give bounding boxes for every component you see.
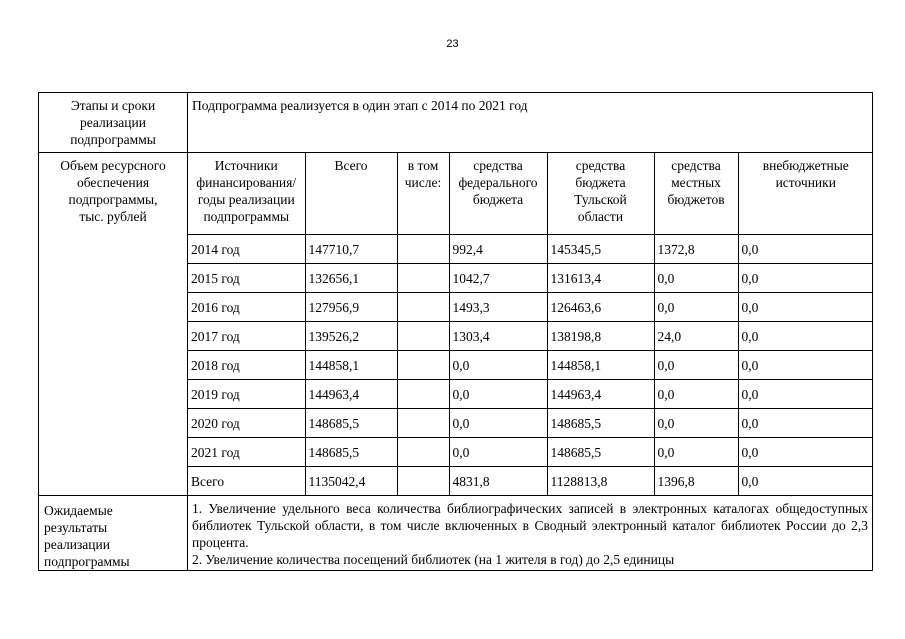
header-federal-budget [449,153,547,235]
cell-extra: 0,0 [738,264,873,293]
cell-total: 132656,1 [305,264,397,293]
cell-regional: 145345,5 [547,235,654,264]
stages-label-line: Этапы и сроки [70,98,156,113]
cell-federal: 1303,4 [449,322,547,351]
cell-including [397,322,449,351]
header-regional-budget [547,153,654,235]
financing-row [188,322,873,351]
expected-label-line: подпрограммы [44,554,130,569]
financing-row [188,293,873,322]
header-line: бюджета [575,175,626,190]
financing-row [188,380,873,409]
cell-year: 2021 год [188,438,305,467]
header-line: Источники [214,158,278,173]
header-line: числе: [404,175,442,190]
header-line: средства [473,158,523,173]
header-line: в том [407,158,439,173]
financing-row [188,438,873,467]
cell-year: 2015 год [188,264,305,293]
cell-extra: 0,0 [738,351,873,380]
expected-label-line: Ожидаемые [44,503,113,518]
header-line: подпрограммы [203,209,290,224]
header-including [397,153,449,235]
financing-row [188,409,873,438]
header-line: внебюджетные [762,158,849,173]
cell-local: 0,0 [654,293,738,322]
expected-results-text [188,496,873,571]
header-local-budgets [654,153,738,235]
header-line: источники [775,175,836,190]
cell-local: 0,0 [654,264,738,293]
cell-extra: 0,0 [738,293,873,322]
cell-regional: 1128813,8 [547,467,654,496]
cell-year: 2019 год [188,380,305,409]
header-line: средства [575,158,626,173]
resources-label-line: Объем ресурсного [60,158,166,173]
resources-label-line: тыс. рублей [79,209,147,224]
stages-row [39,93,873,153]
header-line: Всего [334,158,368,173]
cell-regional: 144963,4 [547,380,654,409]
financing-table-cell [188,153,873,496]
header-total [305,153,397,235]
cell-including [397,380,449,409]
expected-results-row [39,496,873,571]
cell-including [397,438,449,467]
financing-row [188,235,873,264]
cell-extra: 0,0 [738,409,873,438]
header-line: средства [671,158,721,173]
header-line: федерального [458,175,538,190]
financing-row [188,351,873,380]
cell-year: 2017 год [188,322,305,351]
cell-extra: 0,0 [738,467,873,496]
cell-year: Всего [188,467,305,496]
cell-including [397,235,449,264]
expected-label-line: результаты [44,520,108,535]
cell-regional: 148685,5 [547,409,654,438]
stages-label-line: подпрограммы [70,132,156,147]
financing-table [188,153,873,495]
cell-local: 1372,8 [654,235,738,264]
cell-extra: 0,0 [738,235,873,264]
stages-text: Подпрограмма реализуется в один этап с 2014 по 2021 год [188,93,873,153]
header-line: местных [671,175,721,190]
financing-row [188,264,873,293]
cell-year: 2020 год [188,409,305,438]
resources-label-line: подпрограммы, [68,192,158,207]
stages-label [39,93,188,153]
cell-total: 144858,1 [305,351,397,380]
header-extra-budgetary [738,153,873,235]
cell-extra: 0,0 [738,380,873,409]
header-sources [188,153,305,235]
cell-federal: 0,0 [449,438,547,467]
cell-including [397,467,449,496]
cell-federal: 0,0 [449,380,547,409]
cell-local: 24,0 [654,322,738,351]
cell-year: 2018 год [188,351,305,380]
cell-total: 144963,4 [305,380,397,409]
cell-regional: 126463,6 [547,293,654,322]
cell-federal: 0,0 [449,351,547,380]
header-line: финансирования/ [196,175,297,190]
financing-header-row [188,153,873,235]
expected-item: 2. Увеличение количества посещений библиотек (на 1 жителя в год) до 2,5 единицы [192,552,675,567]
resources-row [39,153,873,496]
cell-total: 148685,5 [305,438,397,467]
header-line: бюджета [472,192,524,207]
cell-local: 0,0 [654,438,738,467]
expected-label-line: реализации [44,537,110,552]
cell-regional: 144858,1 [547,351,654,380]
page-number: 23 [446,38,459,50]
cell-local: 0,0 [654,380,738,409]
cell-total: 148685,5 [305,409,397,438]
cell-total: 147710,7 [305,235,397,264]
cell-federal: 1493,3 [449,293,547,322]
header-line: Тульской [574,192,627,207]
cell-federal: 1042,7 [449,264,547,293]
cell-total: 1135042,4 [305,467,397,496]
stages-label-line: реализации [80,115,146,130]
cell-local: 0,0 [654,409,738,438]
cell-including [397,264,449,293]
cell-regional: 131613,4 [547,264,654,293]
expected-results-label [39,496,188,571]
cell-including [397,409,449,438]
resources-label [39,153,188,496]
cell-local: 1396,8 [654,467,738,496]
header-line: годы реализации [197,192,295,207]
header-line: области [577,209,624,224]
financing-row [188,467,873,496]
header-line: бюджетов [667,192,725,207]
expected-item: 1. Увеличение удельного веса количества библиографических записей в электронных каталогах общедоступных библиотек Тульской области, в том числе включенных в Сводный электронный каталог библиотек России до 2,3 процента. [192,501,868,550]
cell-regional: 138198,8 [547,322,654,351]
resources-label-line: обеспечения [76,175,150,190]
cell-year: 2016 год [188,293,305,322]
cell-federal: 0,0 [449,409,547,438]
subprogram-passport-table [38,92,873,571]
cell-year: 2014 год [188,235,305,264]
cell-federal: 4831,8 [449,467,547,496]
cell-including [397,293,449,322]
cell-extra: 0,0 [738,438,873,467]
cell-regional: 148685,5 [547,438,654,467]
cell-total: 127956,9 [305,293,397,322]
cell-total: 139526,2 [305,322,397,351]
cell-local: 0,0 [654,351,738,380]
cell-federal: 992,4 [449,235,547,264]
cell-extra: 0,0 [738,322,873,351]
cell-including [397,351,449,380]
